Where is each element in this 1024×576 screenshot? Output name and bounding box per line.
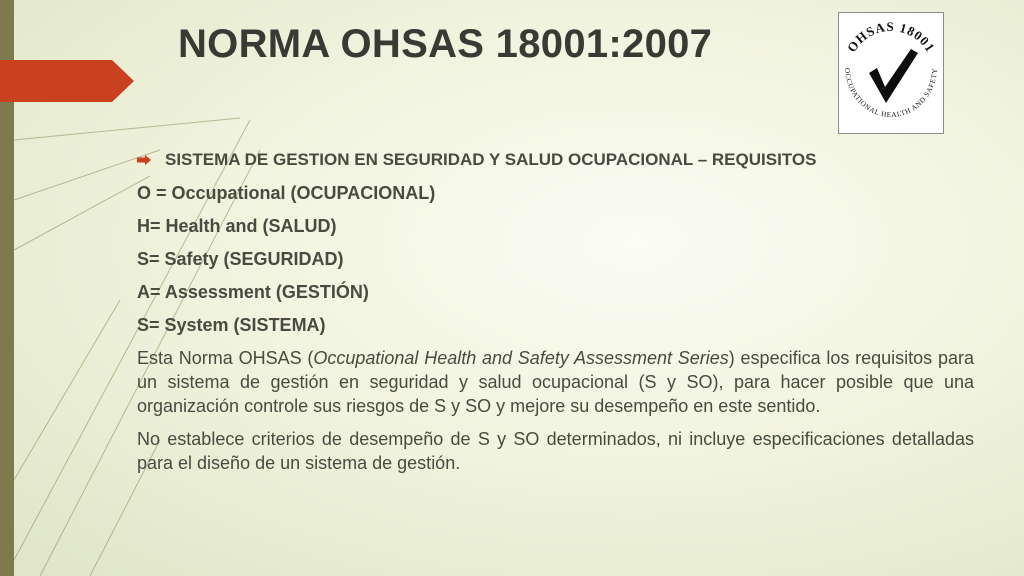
logo-top-text: OHSAS 18001 (843, 18, 939, 55)
definition-occupational: O = Occupational (OCUPACIONAL) (137, 183, 436, 203)
svg-text:OHSAS 18001 (844, 19, 938, 55)
bullet-item (137, 148, 974, 172)
slide-content (137, 148, 974, 484)
title-arrow-accent (0, 60, 134, 102)
bullet-text: SISTEMA DE GESTION EN SEGURIDAD Y SALUD OCUPACIONAL – REQUISITOS (165, 150, 817, 169)
arrow-bullet-icon (137, 155, 151, 165)
definition-safety: S= Safety (SEGURIDAD) (137, 249, 344, 269)
checkmark-icon (869, 49, 918, 103)
ohsas-logo (838, 12, 944, 134)
slide-title: NORMA OHSAS 18001:2007 (178, 22, 713, 66)
definition-assessment: A= Assessment (GESTIÓN) (137, 282, 369, 302)
paragraph-text-end: ) especifica los requisitos para un sistema de gestión en seguridad y salud ocupacional (S y SO), para hacer posible que una organización controle sus riesgos de S y SO y mejore su desempeño en este sentido. (137, 348, 974, 416)
paragraph-note: No establece criterios de desempeño de S y SO determinados, ni incluye especificaciones detalladas para el diseño de un sistema de gestión. (137, 429, 974, 473)
paragraph-text-start: Esta Norma OHSAS ( (137, 348, 314, 368)
paragraph-description (137, 346, 974, 418)
definition-health: H= Health and (SALUD) (137, 216, 337, 236)
paragraph-italic-series: Occupational Health and Safety Assessment Series (313, 348, 729, 368)
logo-bottom-text: OCCUPATIONAL HEALTH AND SAFETY (842, 67, 940, 120)
definition-system: S= System (SISTEMA) (137, 315, 326, 335)
